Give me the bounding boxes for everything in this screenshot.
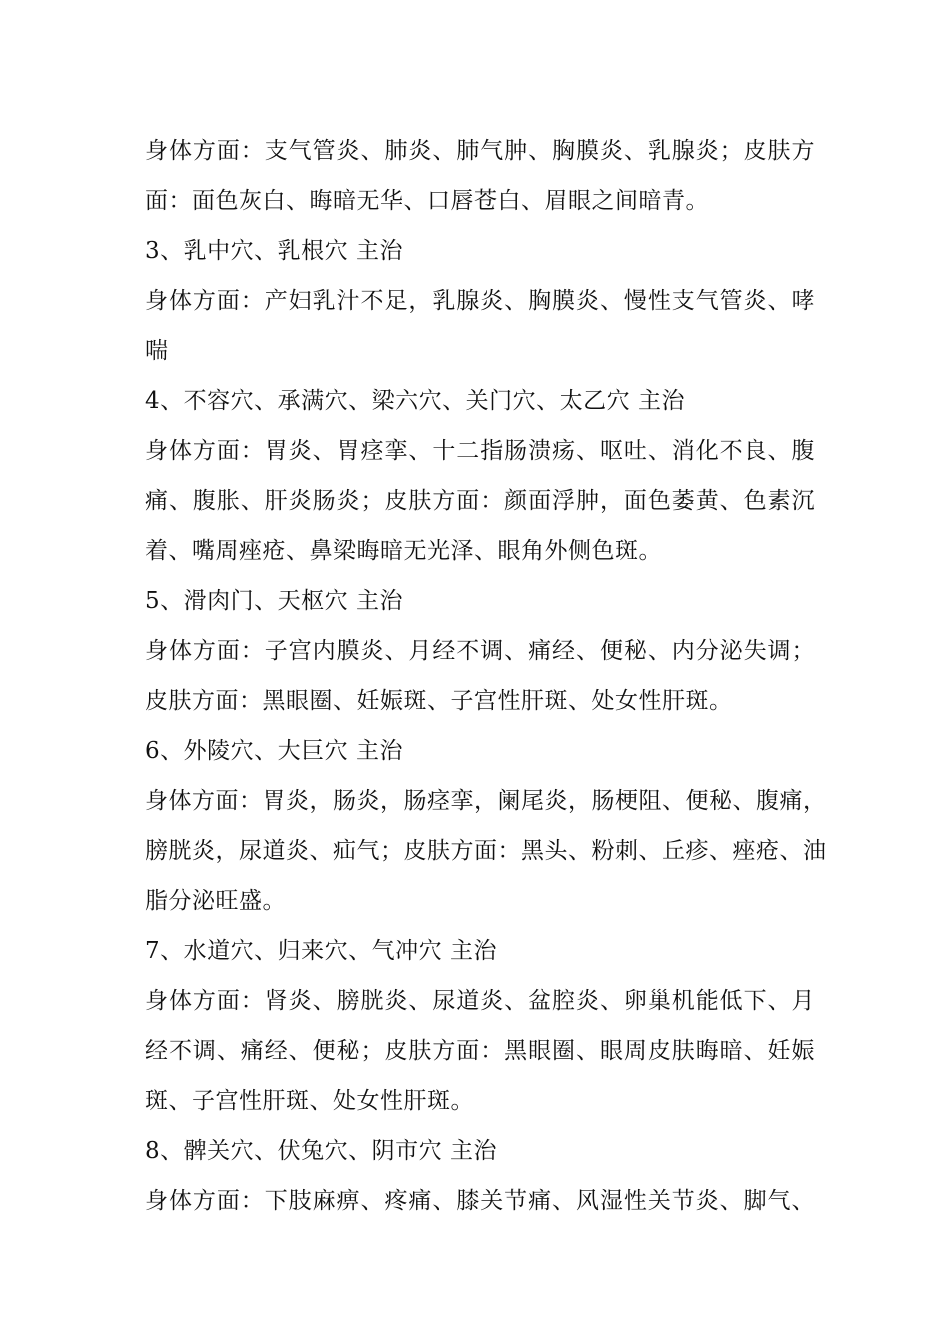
text-line: 皮肤方面：黑眼圈、妊娠斑、子宫性肝斑、处女性肝斑。 (145, 688, 733, 714)
text-line: 喘 (145, 338, 169, 364)
text-line: 身体方面：子宫内膜炎、月经不调、痛经、便秘、内分泌失调； (145, 638, 815, 664)
text-line: 身体方面：产妇乳汁不足，乳腺炎、胸膜炎、慢性支气管炎、哮 (145, 288, 815, 314)
text-line: 经不调、痛经、便秘；皮肤方面：黑眼圈、眼周皮肤晦暗、妊娠 (145, 1038, 815, 1064)
text-line: 身体方面：支气管炎、肺炎、肺气肿、胸膜炎、乳腺炎；皮肤方 (145, 138, 815, 164)
section-heading: 7、水道穴、归来穴、气冲穴 主治 (145, 938, 497, 964)
text-line: 脂分泌旺盛。 (145, 888, 286, 914)
section-heading: 5、滑肉门、天枢穴 主治 (145, 588, 403, 614)
text-line: 膀胱炎，尿道炎、疝气；皮肤方面：黑头、粉刺、丘疹、痤疮、油 (145, 838, 827, 864)
text-line: 斑、子宫性肝斑、处女性肝斑。 (145, 1088, 474, 1114)
section-heading: 8、髀关穴、伏兔穴、阴市穴 主治 (145, 1138, 497, 1164)
section-heading: 3、乳中穴、乳根穴 主治 (145, 238, 403, 264)
section-heading: 4、不容穴、承满穴、梁六穴、关门穴、太乙穴 主治 (145, 388, 685, 414)
text-line: 痛、腹胀、肝炎肠炎；皮肤方面：颜面浮肿，面色萎黄、色素沉 (145, 488, 815, 514)
text-line: 身体方面：下肢麻痹、疼痛、膝关节痛、风湿性关节炎、脚气、 (145, 1188, 815, 1214)
document-body (145, 126, 827, 1226)
text-line: 身体方面：胃炎、胃痉挛、十二指肠溃疡、呕吐、消化不良、腹 (145, 438, 815, 464)
section-heading: 6、外陵穴、大巨穴 主治 (145, 738, 403, 764)
text-line: 身体方面：胃炎，肠炎，肠痉挛，阑尾炎，肠梗阻、便秘、腹痛， (145, 788, 827, 814)
text-line: 面：面色灰白、晦暗无华、口唇苍白、眉眼之间暗青。 (145, 188, 709, 214)
text-line: 身体方面：肾炎、膀胱炎、尿道炎、盆腔炎、卵巢机能低下、月 (145, 988, 815, 1014)
text-line: 着、嘴周痤疮、鼻梁晦暗无光泽、眼角外侧色斑。 (145, 538, 662, 564)
